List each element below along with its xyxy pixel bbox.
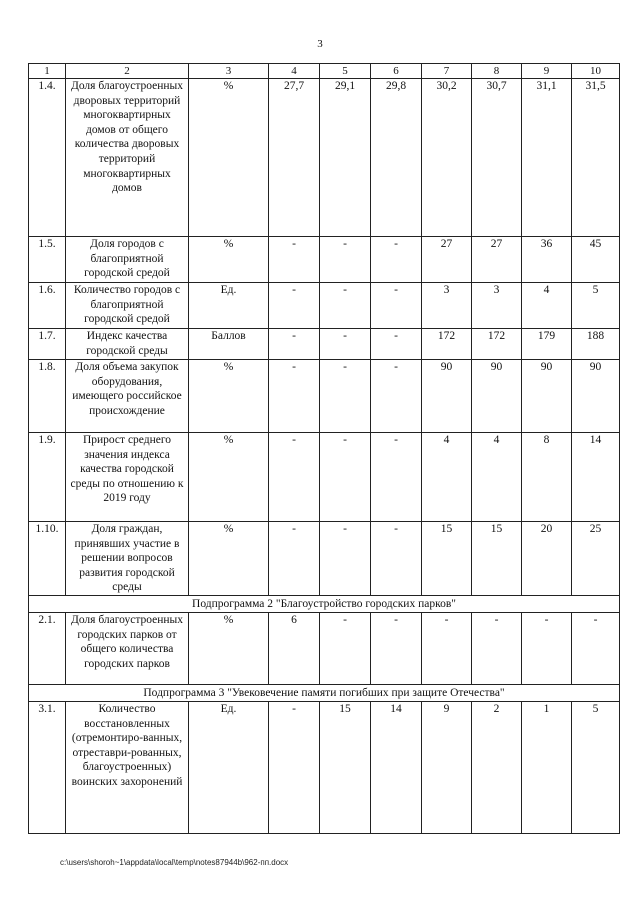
- value-cell: 6: [269, 613, 320, 685]
- table-body: [29, 64, 620, 834]
- row-number-cell: 1.10.: [29, 522, 66, 596]
- subprogram-heading-row: [29, 596, 620, 613]
- value-cell: -: [320, 360, 371, 433]
- value-cell: -: [371, 237, 422, 283]
- value-cell: -: [269, 702, 320, 834]
- table-row: [29, 360, 620, 433]
- value-cell: 30,2: [422, 79, 472, 237]
- indicator-name-cell: Количество городов с благоприятной городской средой: [66, 283, 189, 329]
- subprogram-title: Подпрограмма 2 "Благоустройство городских парков": [29, 596, 620, 613]
- value-cell: 31,5: [572, 79, 620, 237]
- value-cell: 3: [422, 283, 472, 329]
- row-number-cell: 3.1.: [29, 702, 66, 834]
- indicator-name-cell: Доля объема закупок оборудования, имеющего российское происхождение: [66, 360, 189, 433]
- column-header: 10: [572, 64, 620, 79]
- value-cell: -: [371, 433, 422, 522]
- table-row: [29, 522, 620, 596]
- indicator-name-cell: Доля граждан, принявших участие в решении вопросов развития городской среды: [66, 522, 189, 596]
- value-cell: -: [269, 329, 320, 360]
- value-cell: 5: [572, 283, 620, 329]
- indicator-name-cell: Доля городов с благоприятной городской средой: [66, 237, 189, 283]
- value-cell: -: [269, 522, 320, 596]
- value-cell: -: [269, 360, 320, 433]
- unit-cell: Ед.: [189, 283, 269, 329]
- value-cell: 90: [472, 360, 522, 433]
- value-cell: -: [269, 237, 320, 283]
- value-cell: -: [371, 522, 422, 596]
- row-number-cell: 1.7.: [29, 329, 66, 360]
- indicator-name-cell: Количество восстановленных (отремонтиро-ванных, отреставри-рованных, благоустроенных) воинских захоронений: [66, 702, 189, 834]
- value-cell: -: [572, 613, 620, 685]
- unit-cell: Баллов: [189, 329, 269, 360]
- subprogram-heading-row: [29, 685, 620, 702]
- value-cell: 31,1: [522, 79, 572, 237]
- value-cell: 15: [472, 522, 522, 596]
- row-number-cell: 1.5.: [29, 237, 66, 283]
- value-cell: 45: [572, 237, 620, 283]
- table-row: [29, 283, 620, 329]
- value-cell: 15: [320, 702, 371, 834]
- value-cell: 90: [522, 360, 572, 433]
- subprogram-title: Подпрограмма 3 "Увековечение памяти погибших при защите Отечества": [29, 685, 620, 702]
- value-cell: 8: [522, 433, 572, 522]
- row-number-cell: 1.4.: [29, 79, 66, 237]
- value-cell: -: [320, 522, 371, 596]
- table-row: [29, 329, 620, 360]
- value-cell: 1: [522, 702, 572, 834]
- value-cell: 9: [422, 702, 472, 834]
- value-cell: 36: [522, 237, 572, 283]
- value-cell: 20: [522, 522, 572, 596]
- value-cell: 172: [422, 329, 472, 360]
- unit-cell: %: [189, 79, 269, 237]
- indicator-name-cell: Доля благоустроенных дворовых территорий многоквартирных домов от общего количества дворовых территорий многоквартирных домов: [66, 79, 189, 237]
- column-header: 4: [269, 64, 320, 79]
- value-cell: -: [320, 283, 371, 329]
- unit-cell: %: [189, 237, 269, 283]
- column-header: 5: [320, 64, 371, 79]
- unit-cell: %: [189, 360, 269, 433]
- value-cell: -: [472, 613, 522, 685]
- value-cell: 14: [371, 702, 422, 834]
- value-cell: -: [371, 283, 422, 329]
- table-row: [29, 433, 620, 522]
- value-cell: -: [269, 283, 320, 329]
- indicators-table: [28, 63, 620, 834]
- value-cell: 27: [472, 237, 522, 283]
- value-cell: 3: [472, 283, 522, 329]
- column-header: 3: [189, 64, 269, 79]
- table-row: [29, 702, 620, 834]
- column-header: 8: [472, 64, 522, 79]
- indicator-name-cell: Индекс качества городской среды: [66, 329, 189, 360]
- value-cell: 29,8: [371, 79, 422, 237]
- value-cell: 90: [422, 360, 472, 433]
- indicator-name-cell: Доля благоустроенных городских парков от общего количества городских парков: [66, 613, 189, 685]
- value-cell: 14: [572, 433, 620, 522]
- column-header: 7: [422, 64, 472, 79]
- value-cell: 25: [572, 522, 620, 596]
- value-cell: 4: [422, 433, 472, 522]
- unit-cell: Ед.: [189, 702, 269, 834]
- value-cell: -: [320, 433, 371, 522]
- value-cell: 4: [472, 433, 522, 522]
- table-header-row: [29, 64, 620, 79]
- value-cell: -: [320, 329, 371, 360]
- table-row: [29, 79, 620, 237]
- column-header: 9: [522, 64, 572, 79]
- value-cell: -: [422, 613, 472, 685]
- value-cell: -: [371, 360, 422, 433]
- value-cell: 15: [422, 522, 472, 596]
- unit-cell: %: [189, 613, 269, 685]
- row-number-cell: 1.9.: [29, 433, 66, 522]
- table-row: [29, 237, 620, 283]
- unit-cell: %: [189, 433, 269, 522]
- value-cell: -: [371, 613, 422, 685]
- row-number-cell: 1.8.: [29, 360, 66, 433]
- value-cell: 172: [472, 329, 522, 360]
- page-number: 3: [317, 38, 323, 50]
- value-cell: 188: [572, 329, 620, 360]
- value-cell: -: [522, 613, 572, 685]
- value-cell: -: [320, 237, 371, 283]
- table-row: [29, 613, 620, 685]
- value-cell: 2: [472, 702, 522, 834]
- value-cell: 4: [522, 283, 572, 329]
- unit-cell: %: [189, 522, 269, 596]
- value-cell: -: [269, 433, 320, 522]
- row-number-cell: 1.6.: [29, 283, 66, 329]
- value-cell: 27,7: [269, 79, 320, 237]
- row-number-cell: 2.1.: [29, 613, 66, 685]
- column-header: 1: [29, 64, 66, 79]
- value-cell: 30,7: [472, 79, 522, 237]
- value-cell: 179: [522, 329, 572, 360]
- value-cell: 29,1: [320, 79, 371, 237]
- value-cell: 27: [422, 237, 472, 283]
- file-path-footer: c:\users\shoroh~1\appdata\local\temp\notes87944b\962-пп.docx: [60, 858, 289, 867]
- column-header: 6: [371, 64, 422, 79]
- value-cell: -: [320, 613, 371, 685]
- value-cell: -: [371, 329, 422, 360]
- indicator-name-cell: Прирост среднего значения индекса качества городской среды по отношению к 2019 году: [66, 433, 189, 522]
- column-header: 2: [66, 64, 189, 79]
- value-cell: 90: [572, 360, 620, 433]
- value-cell: 5: [572, 702, 620, 834]
